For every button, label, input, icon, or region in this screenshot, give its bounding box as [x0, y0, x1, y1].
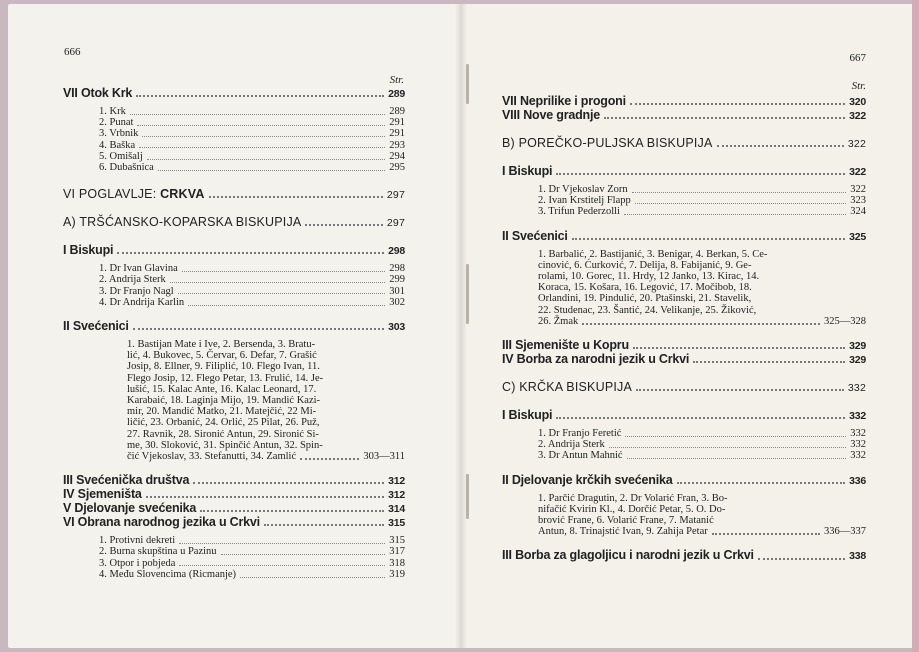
paragraph-line: 27. Ravnik, 28. Sironić Antun, 29. Sironić Si- [127, 428, 319, 440]
toc-subentry [63, 140, 405, 151]
entry-title [99, 546, 217, 557]
dot-leader [630, 97, 845, 105]
entry-title-text: 2. Burna skupština u Pazinu [99, 546, 217, 558]
entry-title-text: 4. Baška [99, 139, 136, 151]
entry-title [99, 286, 174, 297]
entry-title [99, 117, 133, 128]
entry-title-text: I Biskupi [63, 243, 114, 258]
entry-title [63, 515, 260, 529]
spacer [502, 366, 866, 380]
spacer [502, 122, 866, 136]
dot-leader [264, 518, 384, 526]
dot-leader [178, 288, 386, 294]
entry-title-text: II Svećenici [502, 228, 568, 243]
toc-subentry [63, 128, 405, 139]
entry-page: 295 [389, 162, 405, 174]
dot-leader [188, 299, 385, 305]
dot-leader [136, 89, 384, 97]
dot-leader [636, 383, 844, 391]
spacer [502, 462, 866, 473]
paragraph-line: 22. Studenac, 23. Šantić, 24. Velikanje, 25. Žiković, [538, 304, 757, 316]
spacer [502, 150, 866, 164]
entry-title [502, 352, 689, 366]
entry-title-text: IV Sjemeništa [63, 487, 142, 502]
paragraph-last-line [538, 526, 866, 537]
entry-page: 338 [849, 550, 866, 563]
paragraph-last-line [127, 451, 405, 462]
entry-page: 319 [389, 568, 405, 580]
entry-title-text: VI Obrana narodnog jezika u Crkvi [63, 515, 260, 530]
entry-page: 289 [388, 88, 405, 100]
dot-leader [179, 538, 385, 544]
entry-page: 298 [389, 263, 405, 275]
dot-leader [305, 218, 382, 226]
entry-title [63, 487, 142, 501]
entry-page: 298 [388, 245, 405, 258]
dot-leader [182, 266, 386, 272]
entry-title-text: IV Borba za narodni jezik u Crkvi [502, 352, 690, 367]
toc-chapter-heading [502, 380, 866, 394]
entry-title [63, 243, 113, 257]
entry-page: 325—328 [824, 315, 866, 327]
book-gutter [455, 4, 467, 648]
priest-list-paragraph [63, 339, 405, 462]
entry-title-bold: CRKVA [160, 187, 205, 202]
dot-leader [677, 476, 846, 484]
entry-title-text: 4. Dr Andrija Karlin [99, 296, 185, 308]
toc-section [502, 408, 866, 422]
entry-page: 312 [388, 475, 405, 488]
entry-page: 297 [386, 189, 405, 202]
spacer [63, 462, 405, 473]
dot-leader [627, 453, 847, 459]
dot-leader [158, 164, 385, 170]
table-of-contents [502, 94, 866, 562]
dot-leader [137, 120, 385, 126]
toc-subentry [502, 206, 866, 217]
spacer [63, 201, 405, 215]
toc-subentry [63, 151, 405, 162]
entry-title-text: 2. Andrija Sterk [99, 274, 166, 286]
entry-page: 315 [389, 535, 405, 547]
entry-title: Antun, 8. Trinajstić Ivan, 9. Zahija Petar [538, 526, 708, 538]
entry-page: 329 [849, 340, 866, 353]
entry-page: 297 [386, 217, 405, 230]
toc-subentry [63, 297, 405, 308]
toc-subentry [63, 274, 405, 285]
entry-title-text: I Biskupi [502, 408, 553, 423]
spacer [502, 394, 866, 408]
entry-page: 317 [389, 546, 405, 558]
entry-title-text: 1. Dr Vjekoslav Zorn [538, 184, 628, 195]
table-of-contents [63, 86, 405, 580]
entry-title [99, 558, 175, 569]
entry-title [99, 569, 236, 580]
entry-title-text: 1. Dr Franjo Feretić [538, 428, 622, 440]
entry-title-text: III Sjemenište u Kopru [502, 338, 629, 353]
paragraph-line: Flego Josip, 12. Flego Petar, 13. Frulić, 14. Je- [127, 372, 324, 384]
toc-section [63, 515, 405, 529]
entry-title-text: 3. Vrbnik [99, 128, 139, 140]
entry-page: 314 [388, 503, 405, 516]
dot-leader [609, 442, 846, 448]
toc-section [63, 243, 405, 257]
entry-title [99, 128, 138, 139]
dot-leader [582, 318, 820, 325]
entry-title [63, 215, 301, 229]
toc-section [502, 94, 866, 108]
entry-page: 322 [849, 110, 866, 122]
entry-page: 332 [849, 410, 866, 423]
entry-title-text: VIII Nove gradnje [502, 108, 601, 122]
dot-leader [604, 111, 845, 119]
toc-subentry [63, 106, 405, 117]
paragraph-line: rolami, 10. Gorec, 11. Hrdy, 12 Janko, 13. Kirac, 14. [538, 271, 760, 283]
paragraph-line: brović Frane, 6. Volarić Frane, 7. Matanić [538, 515, 714, 527]
spacer [502, 537, 866, 548]
entry-page: 299 [389, 274, 405, 286]
dot-leader [170, 277, 385, 283]
toc-section [502, 548, 866, 562]
toc-section [502, 164, 866, 178]
entry-title [538, 195, 631, 206]
dot-leader [133, 322, 384, 330]
entry-page: 315 [388, 517, 405, 530]
toc-chapter-heading [63, 187, 405, 201]
entry-page: 336 [849, 474, 866, 487]
toc-section [502, 352, 866, 366]
paragraph-line: me, 30. Sloković, 31. Spinčić Antun, 32. Spin- [127, 439, 323, 451]
dot-leader [693, 355, 845, 363]
entry-title [99, 140, 135, 151]
entry-title [538, 206, 620, 217]
toc-section [502, 108, 866, 122]
entry-title-text: 3. Dr Franjo Nagl [99, 285, 174, 297]
entry-title [99, 162, 154, 173]
entry-page: 322 [850, 184, 866, 195]
toc-subentry [63, 535, 405, 546]
toc-section [502, 338, 866, 352]
entry-title-text: 1. Dr Ivan Glavina [99, 263, 178, 275]
entry-page: 303 [388, 321, 405, 334]
toc-subentry [63, 558, 405, 569]
entry-title [502, 473, 673, 487]
dot-leader [117, 246, 384, 254]
paragraph-line: Koraca, 15. Košara, 16. Legović, 17. Močibob, 18. [538, 282, 752, 294]
entry-title [99, 263, 178, 274]
entry-page: 289 [389, 106, 405, 117]
entry-page: 293 [389, 139, 405, 151]
entry-title-text: 3. Dr Antun Mahnić [538, 450, 623, 462]
entry-page: 302 [389, 296, 405, 308]
entry-title [63, 86, 132, 100]
entry-title-text: II Djelovanje krčkih svećenika [502, 472, 673, 487]
dot-leader [712, 528, 820, 535]
dot-leader [179, 560, 385, 566]
paragraph-line: mir, 20. Mandić Matko, 21. Matejčić, 22 Mi- [127, 406, 317, 418]
page-number: 667 [849, 52, 866, 64]
entry-page: 312 [388, 489, 405, 502]
page-number: 666 [64, 46, 81, 58]
entry-page: 322 [847, 138, 866, 150]
paragraph-line: Karabaić, 18. Laginja Mijo, 19. Mandić Kazi- [127, 395, 321, 407]
entry-title [502, 338, 629, 352]
entry-page: 324 [850, 206, 866, 218]
entry-page: 294 [389, 150, 405, 162]
dot-leader [632, 186, 847, 192]
entry-title-text: V Djelovanje svećenika [63, 501, 197, 516]
entry-title-text: A) TRŠĆANSKO-KOPARSKA BISKUPIJA [63, 215, 302, 230]
entry-title-text: VII Neprilike i progoni [502, 94, 626, 108]
entry-title [99, 106, 126, 117]
dot-leader [556, 411, 845, 419]
toc-subentry [63, 286, 405, 297]
spacer [502, 327, 866, 338]
entry-title-text: 3. Trifun Pederzolli [538, 206, 620, 218]
paragraph-line: nifačić Kvirin Kl., 4. Dorčić Petar, 5. O. Do- [538, 503, 726, 515]
entry-title-text: 1. Protivni dekreti [99, 535, 176, 547]
entry-title-text: 5. Omišalj [99, 150, 143, 162]
spacer [502, 218, 866, 229]
left-page [8, 4, 460, 648]
dot-leader [717, 139, 844, 147]
dot-leader [193, 476, 384, 484]
spacer [63, 308, 405, 319]
toc-section [63, 501, 405, 515]
entry-page: 320 [849, 96, 866, 108]
dot-leader [146, 490, 384, 498]
entry-title: 26. Žmak [538, 315, 579, 327]
entry-page: 336—337 [824, 526, 866, 538]
entry-title-text: II Svećenici [63, 319, 129, 334]
dot-leader [139, 142, 385, 148]
entry-page: 325 [849, 230, 866, 243]
entry-title-text: III Svećenička društva [63, 473, 190, 488]
entry-title [99, 297, 184, 308]
toc-subentry [502, 450, 866, 461]
cover-edge [912, 0, 919, 652]
dot-leader [625, 431, 846, 437]
entry-title-text: III Borba za glagoljicu i narodni jezik u Crkvi [502, 548, 754, 563]
paragraph-line: 1. Parčić Dragutin, 2. Dr Volarić Fran, 3. Bo- [538, 492, 728, 504]
entry-title-text: 2. Punat [99, 117, 134, 129]
dot-leader [209, 190, 383, 198]
entry-title [502, 164, 552, 178]
entry-title [99, 151, 143, 162]
spacer [63, 173, 405, 187]
entry-page: 303—311 [363, 451, 405, 463]
entry-title-text: 1. Krk [99, 106, 126, 117]
right-page [460, 4, 912, 648]
entry-title-text: 6. Dubašnica [99, 162, 154, 174]
entry-title [502, 108, 600, 122]
entry-title [538, 184, 628, 195]
toc-subentry [63, 569, 405, 580]
toc-section [63, 473, 405, 487]
entry-title [502, 136, 713, 150]
entry-title [63, 501, 196, 515]
entry-title-text: C) KRČKA BISKUPIJA [502, 380, 633, 395]
entry-title [502, 380, 632, 394]
dot-leader [221, 549, 386, 555]
paragraph-line: lić, 4. Bukovec, 5. Červar, 6. Defar, 7. Grašić [127, 350, 317, 362]
toc-subentry [63, 546, 405, 557]
dot-leader [130, 108, 385, 114]
toc-section [502, 473, 866, 487]
toc-subentry [502, 184, 866, 195]
priest-list-paragraph [502, 493, 866, 538]
dot-leader [633, 341, 845, 349]
entry-page: 291 [389, 117, 405, 129]
toc-section [63, 319, 405, 333]
paragraph-line: ličić, 23. Orbanić, 24. Orlić, 25 Pilat, 26. Puž, [127, 417, 320, 429]
entry-title [63, 473, 189, 487]
entry-page: 322 [849, 166, 866, 178]
entry-title [63, 319, 129, 333]
dot-leader [200, 504, 384, 512]
entry-title-text: 3. Otpor i pobjeda [99, 557, 176, 569]
entry-title [538, 428, 621, 439]
dot-leader [147, 153, 386, 159]
entry-title [99, 535, 175, 546]
paragraph-line: Josip, 8. Ellner, 9. Filiplić, 10. Flego Ivan, 11. [127, 361, 320, 373]
entry-title: čić Vjekoslav, 33. Stefanutti, 34. Zamlić [127, 451, 297, 463]
entry-page: 323 [850, 195, 866, 207]
entry-title-text: I Biskupi [502, 164, 553, 178]
entry-page: 318 [389, 557, 405, 569]
entry-title-text: B) POREČKO-PULJSKA BISKUPIJA [502, 136, 713, 150]
entry-title [502, 408, 552, 422]
toc-subentry [63, 263, 405, 274]
toc-subentry [502, 195, 866, 206]
entry-title-text: 4. Među Slovencima (Ricmanje) [99, 568, 237, 580]
paragraph-line: 1. Bastijan Mate i Ive, 2. Bersenda, 3. Bratu- [127, 339, 316, 351]
dot-leader [240, 571, 385, 577]
entry-title-text: 2. Andrija Sterk [538, 439, 605, 451]
entry-page: 291 [389, 128, 405, 140]
toc-section [63, 487, 405, 501]
entry-page: 329 [849, 354, 866, 367]
spacer [63, 229, 405, 243]
dot-leader [758, 551, 845, 559]
entry-page: 332 [850, 439, 866, 451]
toc-subentry [502, 439, 866, 450]
dot-leader [624, 209, 846, 215]
toc-subentry [63, 162, 405, 173]
entry-title [538, 450, 623, 461]
entry-title [502, 94, 626, 108]
entry-page: 332 [850, 450, 866, 462]
entry-title-text: 2. Ivan Krstitelj Flapp [538, 195, 631, 207]
paragraph-line: cinović, 6. Ćurković, 7. Delija, 8. Fabijanić, 9. Ge- [538, 259, 752, 271]
entry-title [502, 548, 754, 562]
entry-title [99, 274, 166, 285]
toc-subentry [63, 117, 405, 128]
toc-chapter-heading [502, 136, 866, 150]
dot-leader [572, 231, 845, 239]
entry-title-text: VI POGLAVLJE: [63, 187, 161, 202]
toc-subentry [502, 428, 866, 439]
paragraph-last-line [538, 316, 866, 327]
entry-title [538, 439, 605, 450]
page-column-label: Str. [851, 80, 866, 92]
toc-section [502, 229, 866, 243]
dot-leader [556, 167, 845, 175]
page-column-label: Str. [389, 74, 404, 86]
dot-leader [300, 453, 359, 460]
priest-list-paragraph [502, 249, 866, 327]
entry-page: 301 [389, 285, 405, 297]
paragraph-line: lušić, 15. Kalac Ante, 16. Kalac Leonard, 17. [127, 383, 317, 395]
paragraph-line: Orlandini, 19. Pindulić, 20. Ptašinski, 21. Stavelik, [538, 293, 752, 305]
toc-section [63, 86, 405, 100]
entry-page: 332 [847, 382, 866, 395]
entry-title [502, 229, 568, 243]
entry-page: 332 [850, 428, 866, 440]
toc-chapter-heading [63, 215, 405, 229]
paragraph-line: 1. Barbalić, 2. Bastijanić, 3. Benigar, 4. Berkan, 5. Ce- [538, 248, 768, 260]
entry-title [63, 187, 205, 201]
entry-title-text: VII Otok Krk [63, 86, 133, 100]
dot-leader [635, 198, 847, 204]
dot-leader [142, 131, 385, 137]
